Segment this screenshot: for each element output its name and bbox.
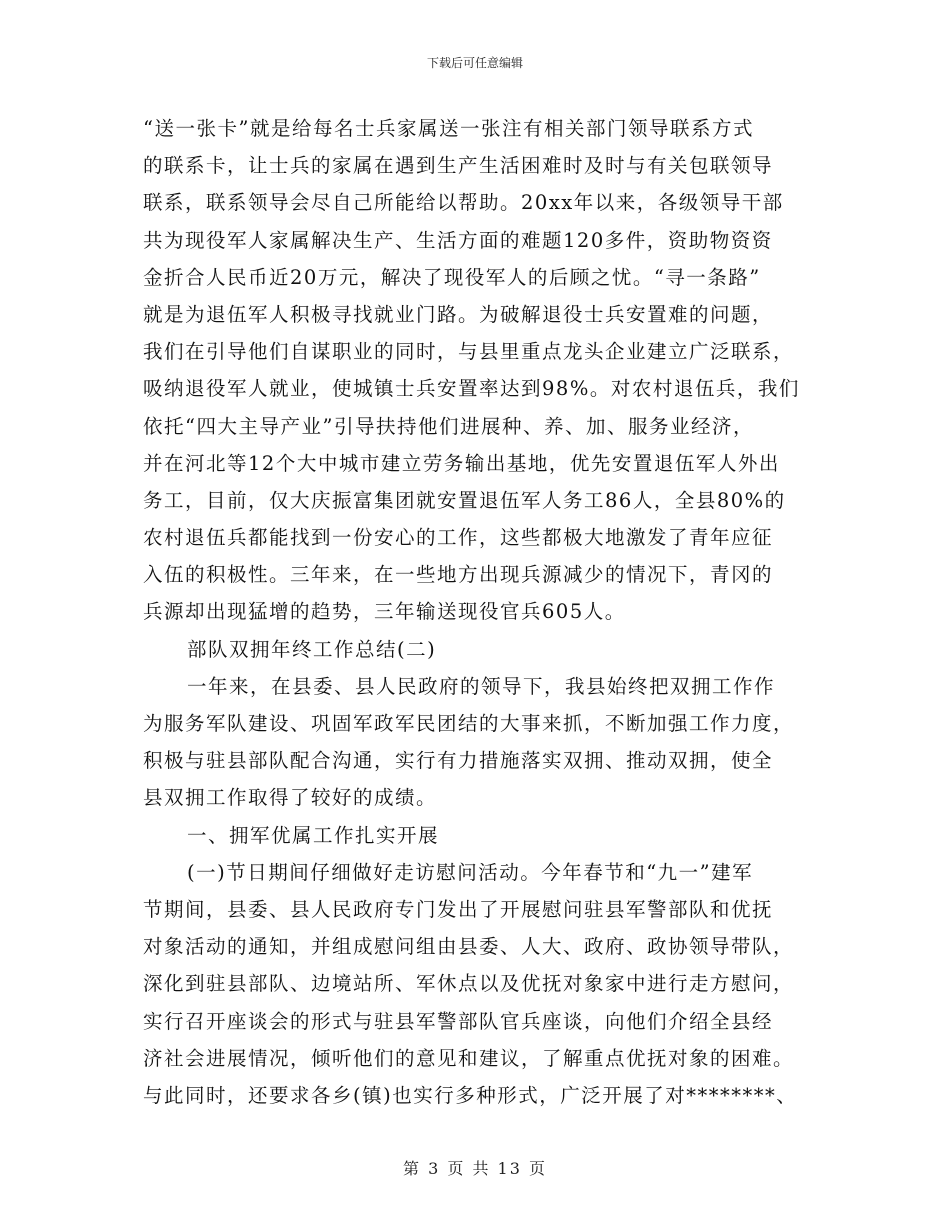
- text-line: 我们在引导他们自谋职业的同时，与县里重点龙头企业建立广泛联系，: [143, 340, 795, 364]
- text-line: 对象活动的通知，并组成慰问组由县委、人大、政府、政协领导带队，: [143, 935, 795, 959]
- text-line: 兵源却出现猛增的趋势，三年输送现役官兵605人。: [143, 600, 626, 624]
- text-line: 入伍的积极性。三年来，在一些地方出现兵源减少的情况下，青冈的: [143, 563, 774, 587]
- page-header-note: 下载后可任意编辑: [426, 56, 523, 70]
- page-number-footer: 第 3 页 共 13 页: [403, 1159, 547, 1178]
- text-line: 深化到驻县部队、边境站所、军休点以及优抚对象家中进行走方慰问，: [143, 972, 795, 996]
- text-line: (一)节日期间仔细做好走访慰问活动。今年春节和“九一”建军: [187, 860, 754, 884]
- text-line: 并在河北等12个大中城市建立劳务输出基地，优先安置退伍军人外出: [143, 451, 780, 475]
- text-line: “送一张卡”就是给每名士兵家属送一张注有相关部门领导联系方式: [143, 117, 754, 140]
- text-line: 一、拥军优属工作扎实开展: [187, 823, 440, 847]
- document-body: [143, 110, 813, 1114]
- text-line: 为服务军队建设、巩固军政军民团结的大事来抓，不断加强工作力度，: [143, 712, 795, 735]
- text-line: 部队双拥年终工作总结(二): [187, 637, 437, 661]
- text-line: 一年来，在县委、县人民政府的领导下，我县始终把双拥工作作: [187, 674, 776, 698]
- text-line: 与此同时，还要求各乡(镇)也实行多种形式，广泛开展了对********、: [143, 1083, 798, 1107]
- text-line: 济社会进展情况，倾听他们的意见和建议，了解重点优抚对象的困难。: [143, 1046, 795, 1070]
- text-line: 节期间，县委、县人民政府专门发出了开展慰问驻县军警部队和优抚: [143, 897, 774, 921]
- text-line: 依托“四大主导产业”引导扶持他们进展种、养、加、服务业经济，: [143, 414, 754, 438]
- text-line: 就是为退伍军人积极寻找就业门路。为破解退役士兵安置难的问题，: [143, 302, 774, 326]
- text-line: 农村退伍兵都能找到一份安心的工作，这些都极大地激发了青年应征: [143, 526, 774, 550]
- text-line: 吸纳退役军人就业，使城镇士兵安置率达到98%。对农村退伍兵，我们: [143, 377, 800, 401]
- text-line: 实行召开座谈会的形式与驻县军警部队官兵座谈，向他们介绍全县经: [143, 1009, 774, 1033]
- text-line: 县双拥工作取得了较好的成绩。: [143, 786, 438, 810]
- text-line: 联系，联系领导会尽自己所能给以帮助。20xx年以来，各级领导干部: [143, 191, 784, 215]
- text-line: 的联系卡，让士兵的家属在遇到生产生活困难时及时与有关包联领导: [143, 154, 774, 178]
- text-line: 务工，目前，仅大庆振富集团就安置退伍军人务工86人，全县80%的: [143, 488, 786, 512]
- text-line: 共为现役军人家属解决生产、生活方面的难题120多件，资助物资资: [143, 228, 773, 252]
- text-line: 金折合人民币近20万元，解决了现役军人的后顾之忧。“寻一条路”: [143, 265, 761, 289]
- text-line: 积极与驻县部队配合沟通，实行有力措施落实双拥、推动双拥，使全: [143, 749, 774, 773]
